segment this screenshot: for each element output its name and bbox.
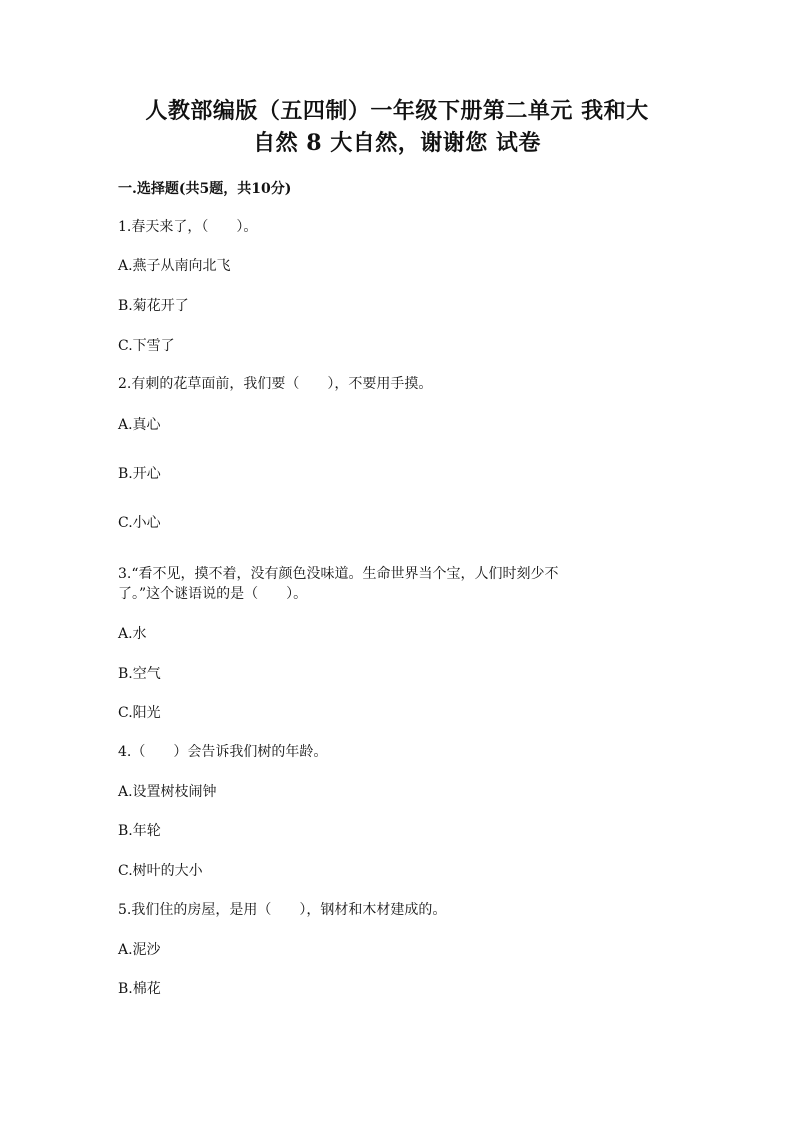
question-4-option-b: B.年轮: [118, 823, 161, 839]
question-2-option-b: B.开心: [118, 466, 161, 482]
exam-title-line-1: 人教部编版（五四制）一年级下册第二单元 我和大: [145, 98, 649, 124]
question-5-option-a: A.泥沙: [118, 942, 161, 958]
question-2-stem: 2.有刺的花草面前，我们要（ ），不要用手摸。: [118, 376, 433, 392]
question-4-option-a: A.设置树枝闹钟: [118, 784, 217, 800]
question-5-option-b: B.棉花: [118, 981, 161, 997]
question-3-option-b: B.空气: [118, 666, 161, 682]
question-3-option-a: A.水: [118, 626, 147, 642]
question-1-stem: 1.春天来了，（ ）。: [118, 219, 258, 235]
question-3-stem-line-1: 3.“看不见，摸不着，没有颜色没味道。生命世界当个宝，人们时刻少不: [118, 566, 559, 582]
exam-title-line-2: 自然 8 大自然，谢谢您 试卷: [253, 130, 541, 156]
question-4-option-c: C.树叶的大小: [118, 863, 203, 879]
question-3-stem-line-2: 了。”这个谜语说的是（ ）。: [118, 586, 308, 602]
question-4-stem: 4.（ ）会告诉我们树的年龄。: [118, 744, 328, 760]
question-5-stem: 5.我们住的房屋，是用（ ），钢材和木材建成的。: [118, 902, 447, 918]
question-2-option-a: A.真心: [118, 417, 161, 433]
section-heading: 一.选择题(共5题，共10分): [118, 181, 292, 197]
question-1-option-c: C.下雪了: [118, 338, 175, 354]
question-1-option-a: A.燕子从南向北飞: [118, 258, 231, 274]
question-1-option-b: B.菊花开了: [118, 298, 189, 314]
question-3-option-c: C.阳光: [118, 705, 161, 721]
question-2-option-c: C.小心: [118, 515, 161, 531]
